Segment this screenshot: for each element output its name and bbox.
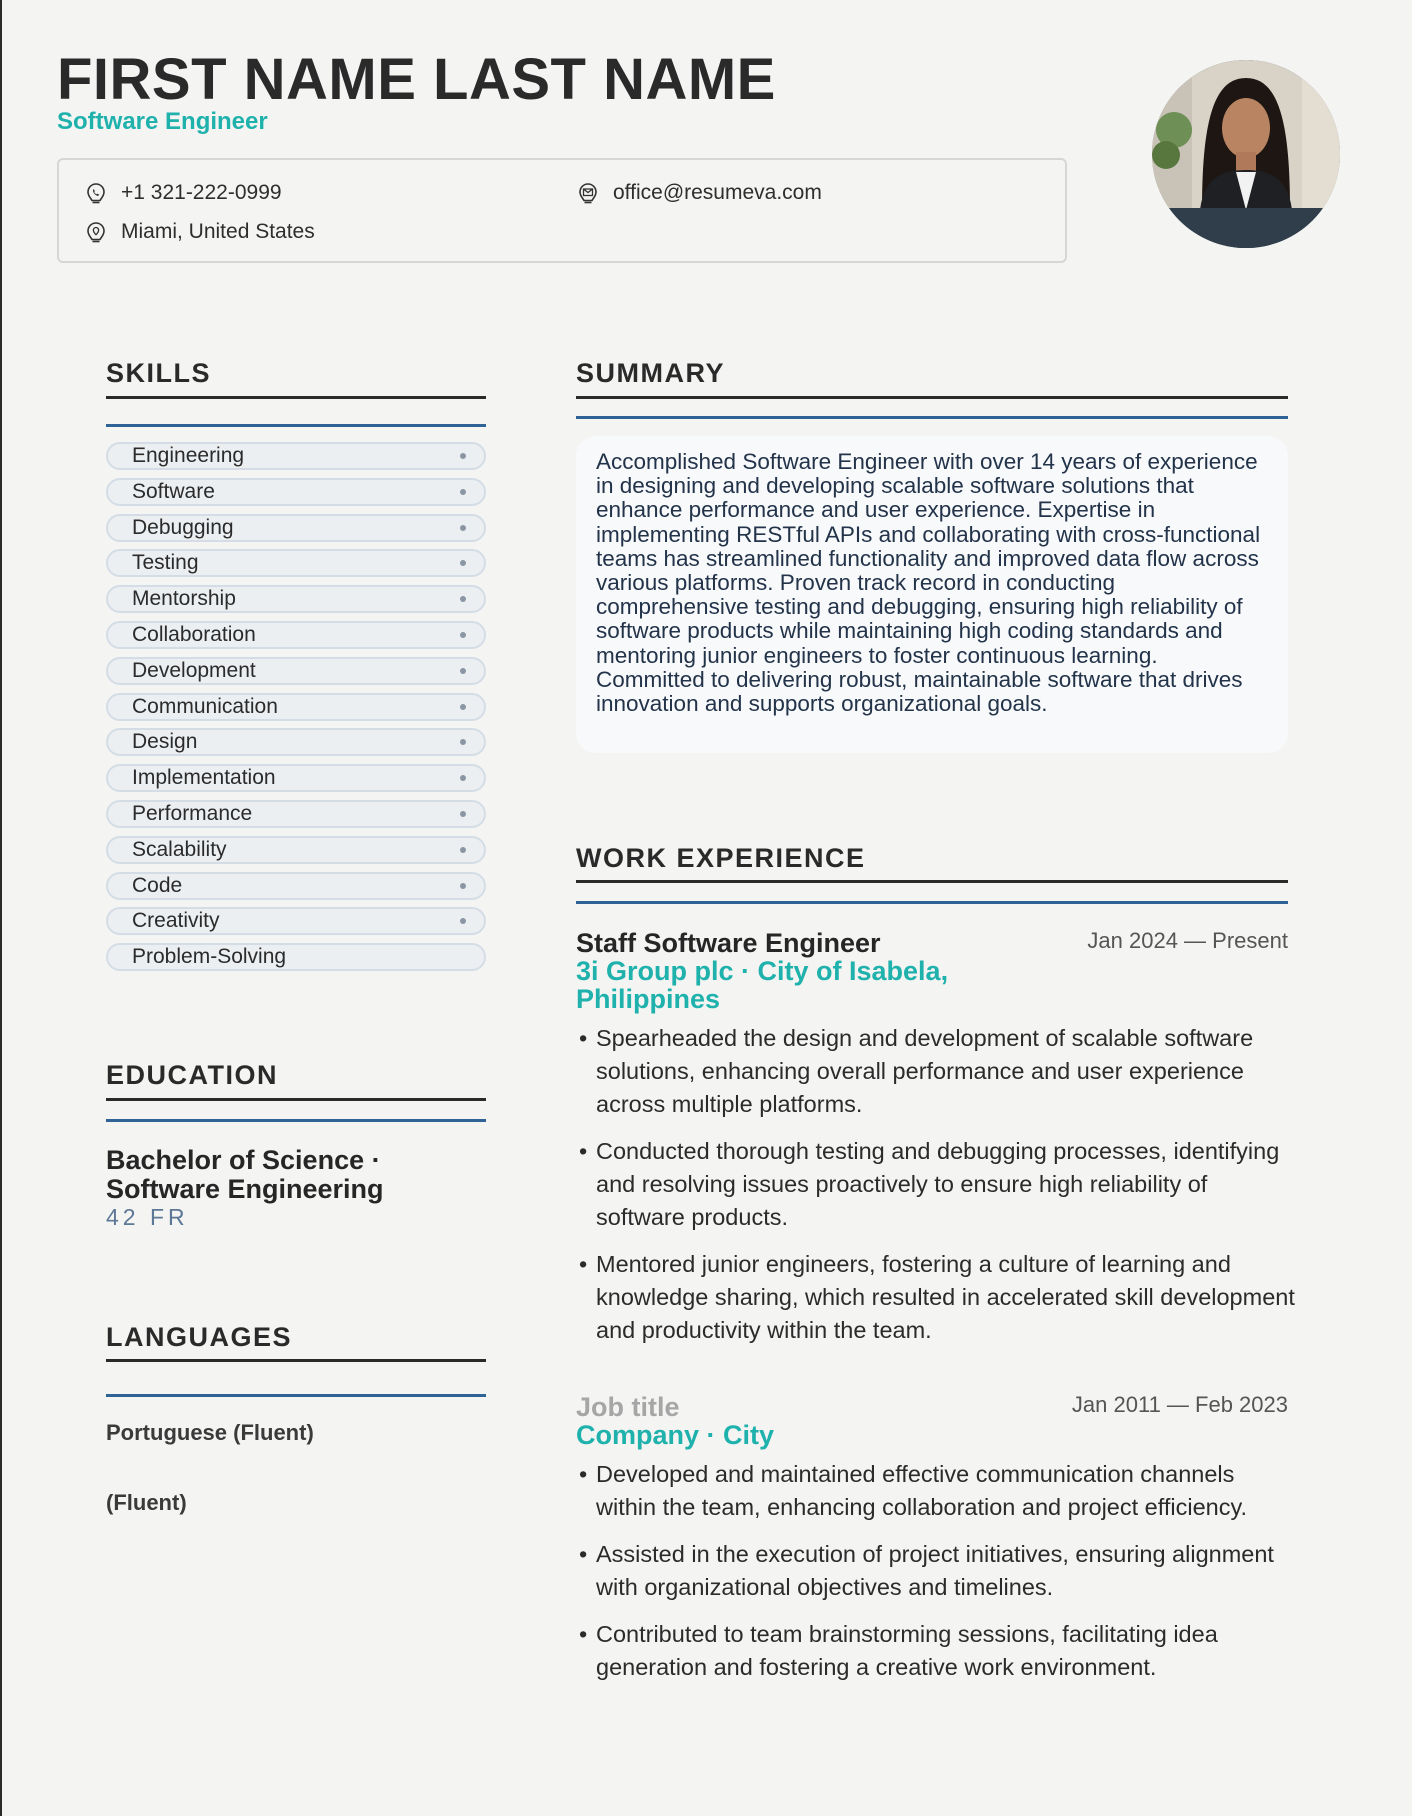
location-text: Miami, United States [121,220,315,243]
skills-list [106,442,486,979]
skill-chip: Development [106,657,486,685]
skill-chip: Code [106,872,486,900]
job-dates: Jan 2024 — Present [1087,928,1288,953]
divider [106,1119,486,1122]
divider [106,424,486,427]
bullet-item: • Spearheaded the design and development of scalable software solutions, enhancing overall performance and user experience across multiple platforms. [576,1022,1296,1121]
profile-photo [1152,60,1340,248]
skills-heading: SKILLS [106,358,212,388]
bullet-item: • Developed and maintained effective communication channels within the team, enhancing collaboration and project efficiency. [576,1458,1296,1524]
contact-email [577,181,822,205]
dot-icon [460,489,466,495]
dot-icon [460,632,466,638]
work-heading: WORK EXPERIENCE [576,843,866,873]
job-title: Staff Software Engineer [576,928,881,958]
divider [576,416,1288,419]
skill-chip: Software [106,478,486,506]
skill-chip: Design [106,728,486,756]
bullet-item: • Assisted in the execution of project initiatives, ensuring alignment with organizational objectives and timelines. [576,1538,1296,1604]
dot-icon [460,775,466,781]
dot-icon [460,811,466,817]
skill-chip: Performance [106,800,486,828]
education-grade: 42 FR [106,1204,189,1230]
dot-icon [460,525,466,531]
dot-icon [460,668,466,674]
language-item: (Fluent) [106,1490,187,1515]
skill-chip: Creativity [106,907,486,935]
skill-chip: Mentorship [106,585,486,613]
degree: Bachelor of Science · Software Engineering [106,1145,384,1204]
dot-icon [460,739,466,745]
dot-icon [460,453,466,459]
divider [576,880,1288,883]
language-item: Portuguese (Fluent) [106,1420,314,1445]
full-name: FIRST NAME LAST NAME [57,47,776,112]
job-role: Software Engineer [57,108,268,135]
company: Company · City [576,1420,775,1450]
job-bullets [576,1022,1296,1361]
skill-chip: Engineering [106,442,486,470]
summary-heading: SUMMARY [576,358,725,388]
location-pin-icon [85,220,107,244]
job-dates: Jan 2011 — Feb 2023 [1071,1392,1288,1417]
dot-icon [460,560,466,566]
contact-phone [85,181,282,205]
divider [106,1098,486,1101]
divider [576,901,1288,904]
dot-icon [460,918,466,924]
skill-chip: Implementation [106,764,486,792]
dot-icon [460,883,466,889]
languages-heading: LANGUAGES [106,1322,293,1352]
skill-chip: Debugging [106,514,486,542]
job-bullets [576,1458,1296,1698]
skill-chip: Communication [106,693,486,721]
page-edge [0,0,2,1816]
dot-icon [460,704,466,710]
skill-chip: Collaboration [106,621,486,649]
divider [106,1394,486,1397]
education-heading: EDUCATION [106,1060,278,1090]
skill-chip: Scalability [106,836,486,864]
skill-chip: Testing [106,549,486,577]
bullet-item: • Contributed to team brainstorming sessions, facilitating idea generation and fostering a creative work environment. [576,1618,1296,1684]
email-text: office@resumeva.com [613,181,822,204]
job-title: Job title [576,1392,680,1422]
company: 3i Group plc · City of Isabela, Philippines [576,956,949,1014]
summary-text: Accomplished Software Engineer with over 14 years of experience in designing and developing scalable software solutions that enhance performance and user experience. Expertise in implementing RESTful APIs and collaborating with cross-functional teams has streamlined functionality and improved data flow across various platforms. Proven track record in conducting comprehensive testing and debugging, ensuring high reliability of software products while maintaining high coding standards and mentoring junior engineers to foster continuous learning. Committed to delivering robust, maintainable software that drives innovation and supports organizational goals. [576,436,1288,753]
dot-icon [460,596,466,602]
contact-box [57,158,1067,263]
bullet-item: • Mentored junior engineers, fostering a culture of learning and knowledge sharing, which resulted in accelerated skill development and productivity within the team. [576,1248,1296,1347]
phone-text: +1 321-222-0999 [121,181,282,204]
divider [106,396,486,399]
divider [576,396,1288,399]
dot-icon [460,847,466,853]
bullet-item: • Conducted thorough testing and debugging processes, identifying and resolving issues proactively to ensure high reliability of software products. [576,1135,1296,1234]
divider [106,1359,486,1362]
phone-icon [85,181,107,205]
skill-chip: Problem-Solving [106,943,486,971]
contact-location [85,220,315,244]
envelope-icon [577,181,599,205]
